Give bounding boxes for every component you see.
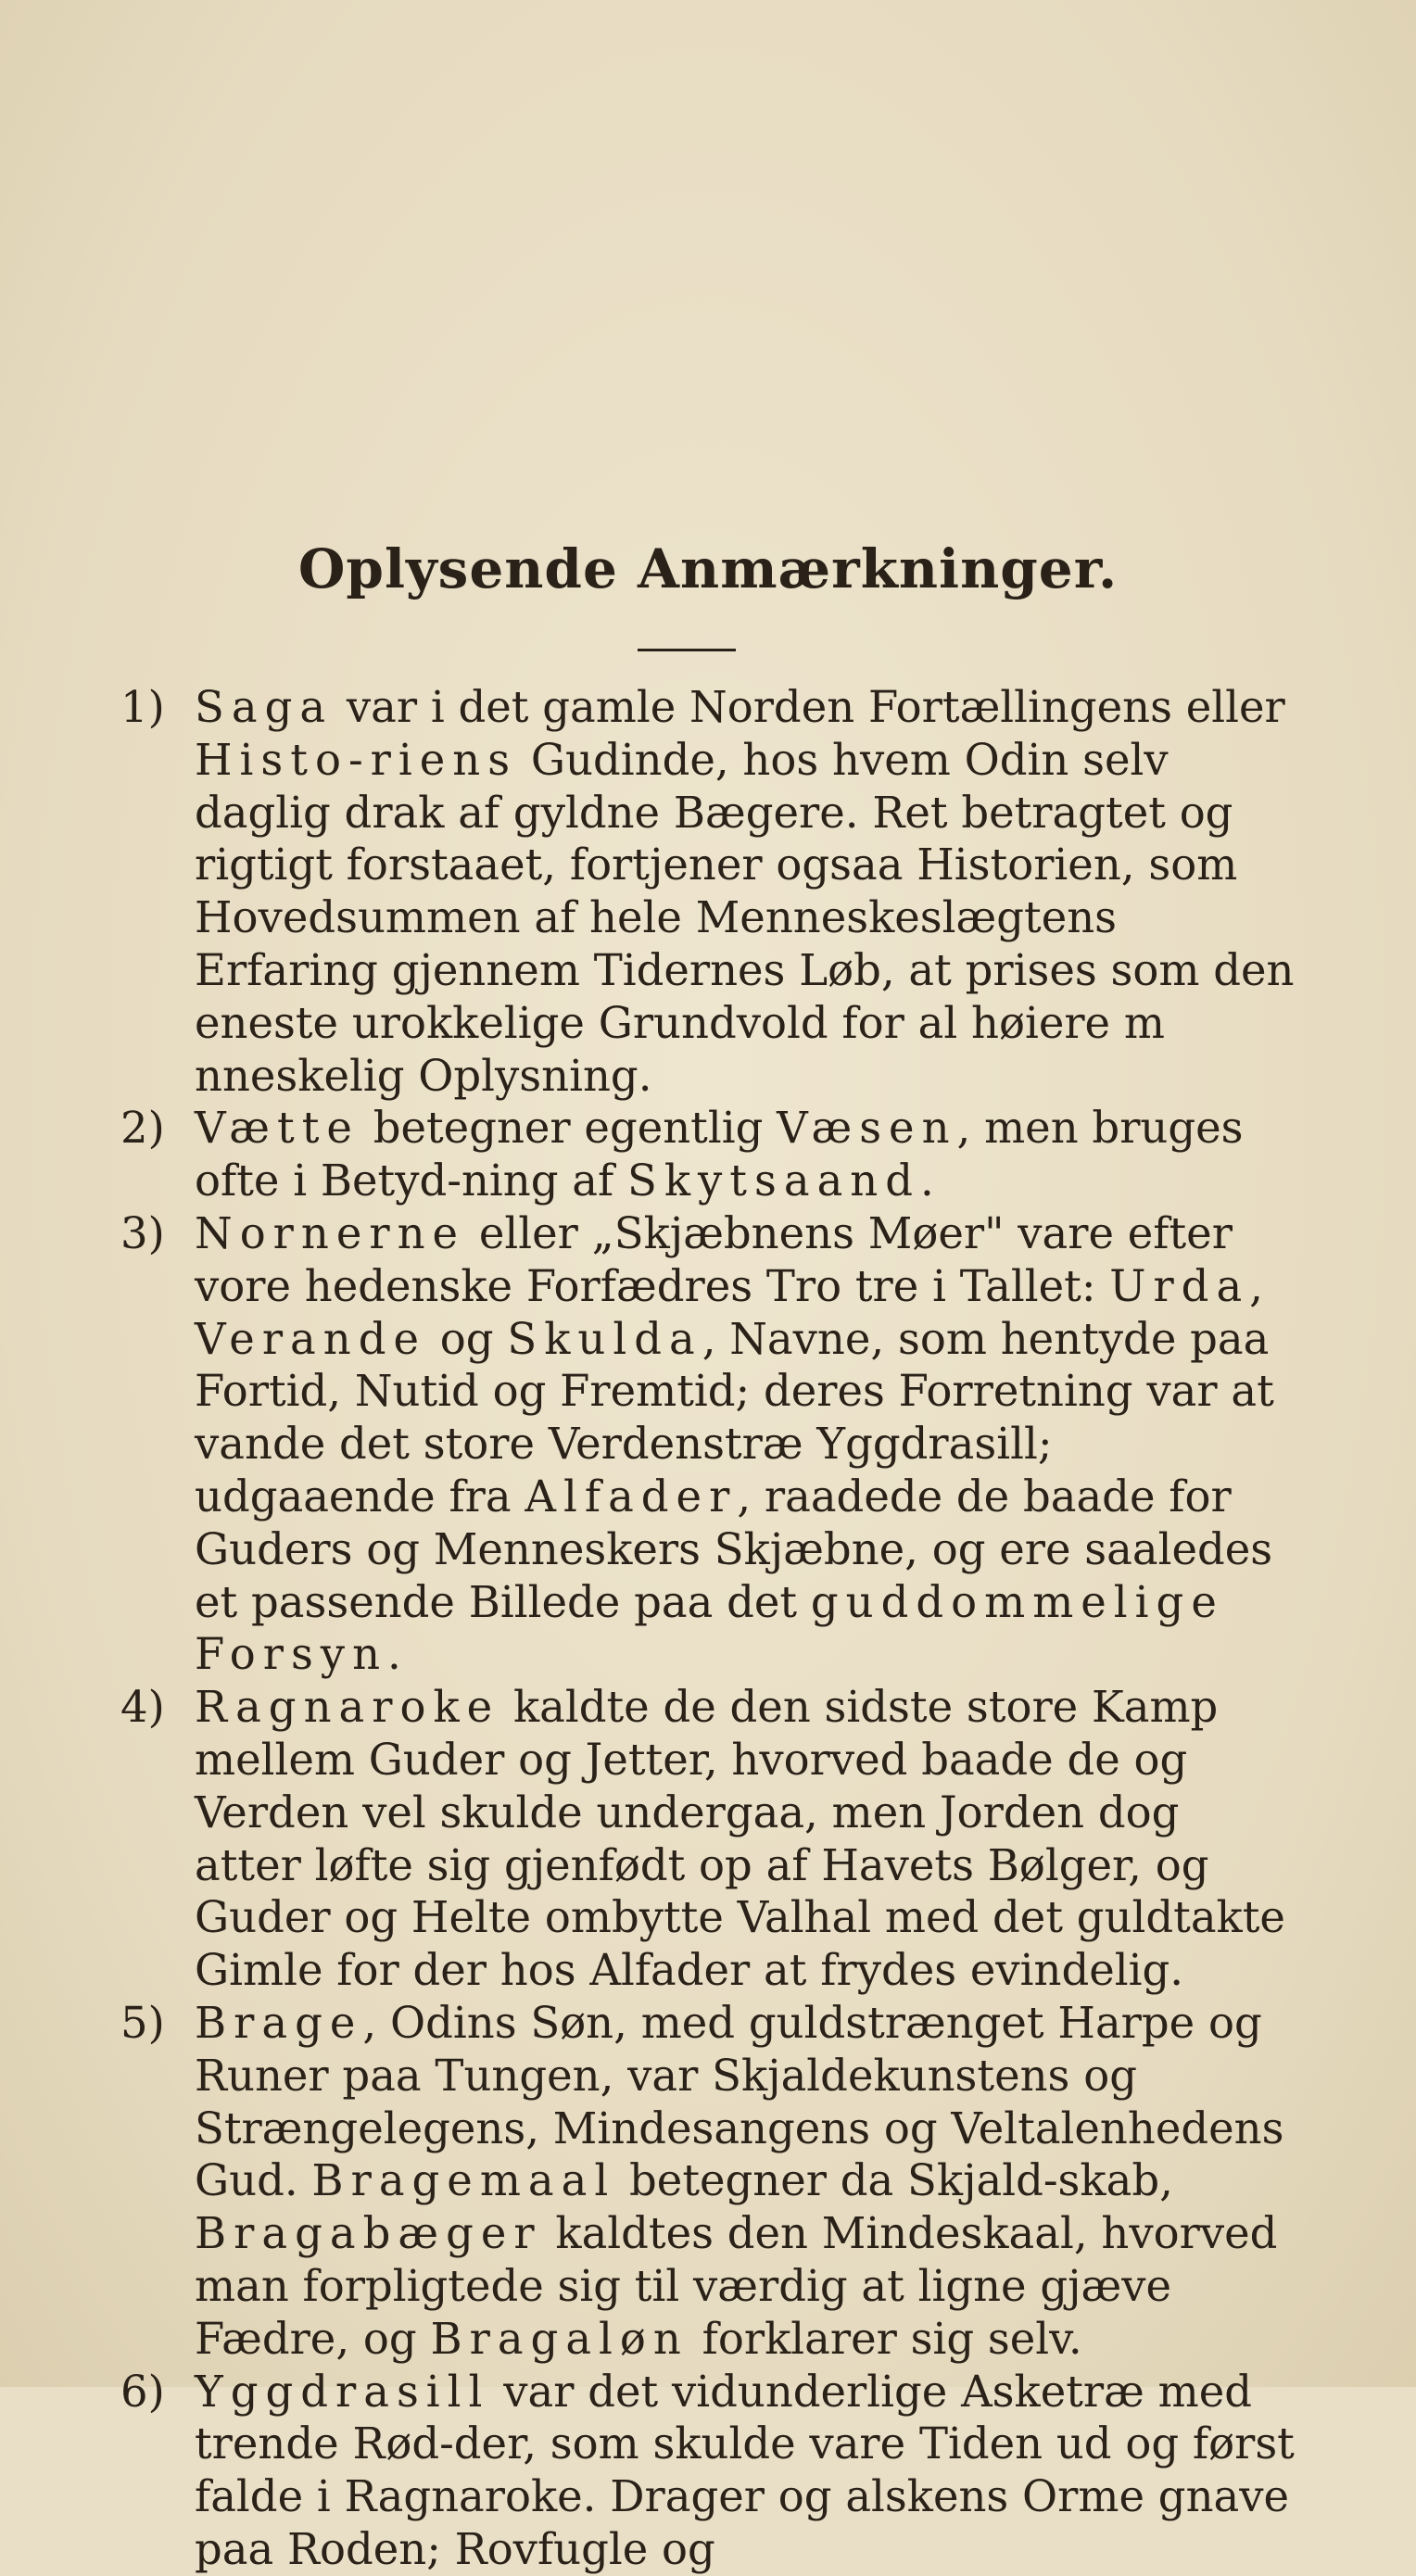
note-text: forklarer sig selv. (688, 2313, 1082, 2364)
note-number: 1) (120, 682, 165, 732)
note-number: 3) (120, 1207, 165, 1258)
note-term: Bragabæger (195, 2208, 542, 2259)
note-4 (120, 1681, 1297, 1997)
note-text: eller „Skjæbnens Møer" vare efter vore hedenske Forfædres Tro tre i Tallet: (195, 1207, 1233, 1311)
note-term: Saga (195, 682, 334, 732)
note-term: Bragaløn (430, 2313, 689, 2364)
note-2 (120, 1102, 1297, 1207)
note-term: Yggdrasill (195, 2366, 490, 2417)
notes-list (120, 681, 1297, 2576)
note-text: kaldte de den sidste store Kamp mellem Guder og Jetter, hvorved baade de og Verden vel skulde undergaa, men Jorden dog atter løfte sig gjenfødt op af Havets Bølger, og Guder og Helte ombytte Valhal med det guldtakte Gimle for der hos Alfader at frydes evindelig. (195, 1682, 1285, 1996)
note-3 (120, 1207, 1297, 1681)
note-term: Ragnaroke (195, 1682, 500, 1733)
note-term: Brage (195, 1997, 363, 2048)
note-5 (120, 1997, 1297, 2366)
note-text: , raadede de baade for Guders og Menneskers Skjæbne, og ere saaledes et passende Billede paa det (195, 1471, 1273, 1627)
note-text: betegner egentlig (359, 1103, 778, 1154)
note-text: , Odins Søn, med guldstrænget Harpe og Runer paa Tungen, var Skjaldekunstens og Strængelegens, Mindesangens og Veltalenhedens Gud. (195, 1997, 1284, 2206)
note-1 (120, 681, 1297, 1102)
note-number: 2) (120, 1103, 165, 1154)
note-term: Skytsaand (627, 1155, 921, 1206)
note-term: Alfader (525, 1471, 738, 1522)
page-heading: Oplysende Anmærkninger. (297, 537, 1119, 600)
note-term: Væsen (777, 1103, 957, 1154)
note-term: Bragemaal (311, 2155, 616, 2206)
note-number: 6) (120, 2366, 165, 2417)
note-text: var det vidunderlige Asketræ med trende Rød-der, som skulde vare Tiden ud og først falde i Ragnaroke. Drager og alskens Orme gnave paa Roden; Rovfugle og (195, 2366, 1295, 2574)
note-term: guddommelige Forsyn (195, 1576, 1224, 1680)
note-text: , men bruges ofte i Betyd-ning af (195, 1103, 1244, 1206)
note-term: Vætte (195, 1103, 360, 1154)
note-text: Gudinde, hos hvem Odin selv daglig drak af gyldne Bægere. Ret betragtet og rigtigt forstaaet, fortjener ogsaa Historien, som Hovedsummen af hele Menneskeslægtens Erfaring gjennem Tidernes Løb, at prises som den eneste urokkelige Grundvold for al høiere m nneskelig Oplysning. (195, 734, 1295, 1101)
note-text: , Navne, som hentyde paa Fortid, Nutid og Fremtid; deres Forretning var at vande det store Verdenstræ Yggdrasill; udgaaende fra (195, 1313, 1274, 1522)
note-text: var i det gamle Norden Fortællingens eller (333, 682, 1285, 732)
note-term: Skulda (507, 1313, 702, 1364)
note-text: . (920, 1155, 934, 1206)
note-text: . (387, 1629, 401, 1680)
note-text: og (426, 1313, 508, 1364)
note-text: betegner da Skjald-skab, (615, 2155, 1173, 2206)
note-term: Histo-riens (195, 734, 518, 785)
note-number: 5) (120, 1997, 165, 2048)
note-text: kaldtes den Mindeskaal, hvorved man forpligtede sig til værdig at ligne gjæve Fædre, og (195, 2208, 1278, 2364)
note-term: Nornerne (195, 1207, 466, 1258)
note-term: Urda, Verande (195, 1260, 1271, 1364)
note-number: 4) (120, 1682, 165, 1733)
note-6 (120, 2366, 1297, 2576)
heading-rule (638, 649, 736, 651)
